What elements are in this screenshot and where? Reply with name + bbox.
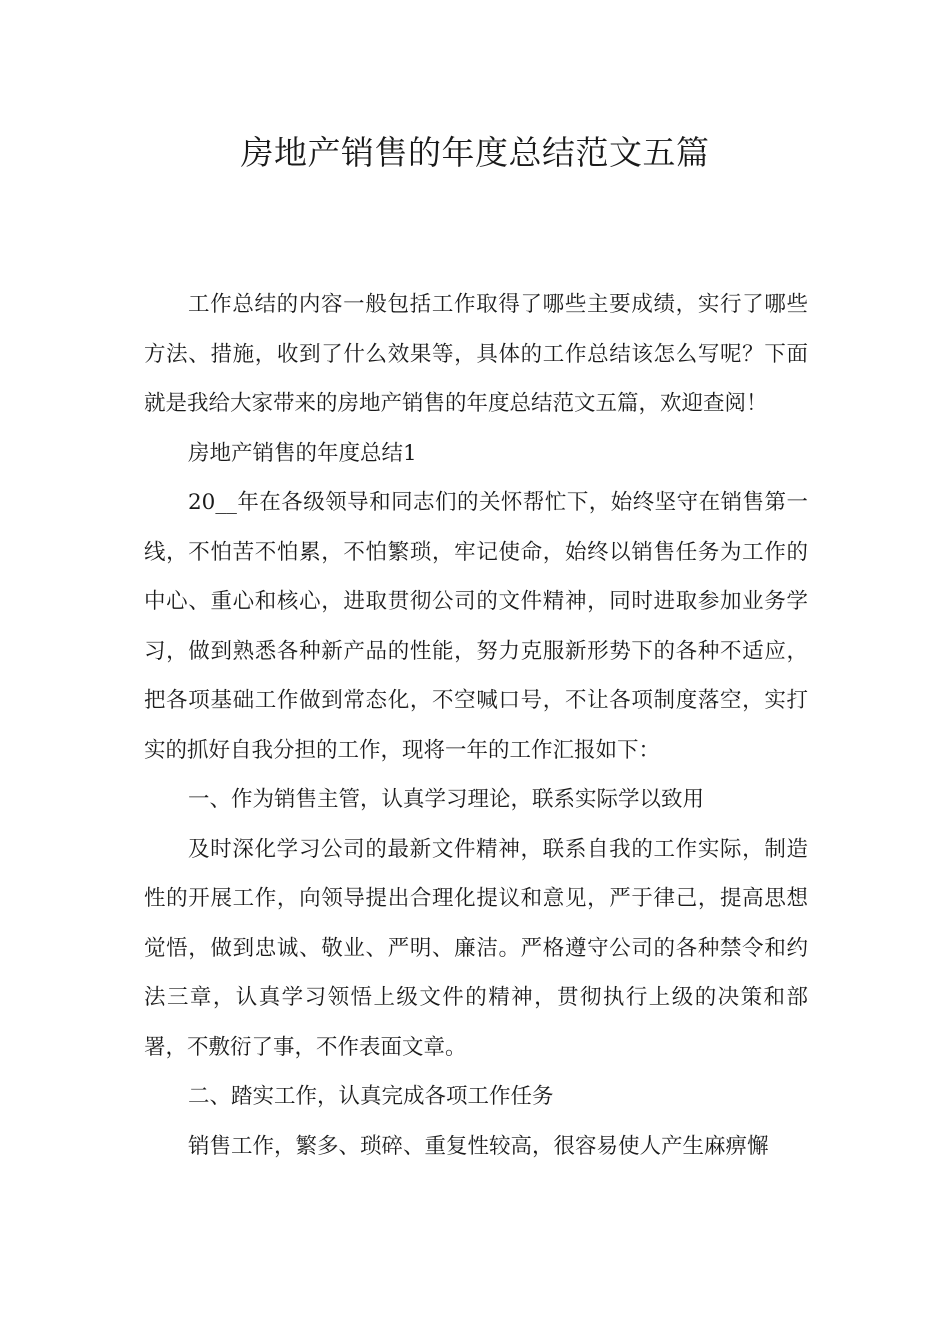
section-heading-summary-1: 房地产销售的年度总结1 (188, 440, 417, 466)
subsection-heading-1: 一、作为销售主管，认真学习理论，联系实际学以致用 (188, 787, 705, 812)
document-body (144, 280, 808, 1171)
body-paragraph: 销售工作，繁多、琐碎、重复性较高，很容易使人产生麻痹懈 (188, 1133, 769, 1159)
body-paragraph: 及时深化学习公司的最新文件精神，联系自我的工作实际，制造性的开展工作，向领导提出合理化提议和意见，严于律己，提高思想觉悟，做到忠诚、敬业、严明、廉洁。严格遵守公司的各种禁令和约法三章，认真学习领悟上级文件的精神，贯彻执行上级的决策和部署，不敷衍了事，不作表面文章。 (144, 836, 808, 1060)
subsection-heading-2: 二、踏实工作，认真完成各项工作任务 (188, 1084, 554, 1109)
intro-paragraph: 工作总结的内容一般包括工作取得了哪些主要成绩，实行了哪些方法、措施，收到了什么效果等，具体的工作总结该怎么写呢？下面就是我给大家带来的房地产销售的年度总结范文五篇，欢迎查阅！ (144, 292, 808, 416)
document-title: 房地产销售的年度总结范文五篇 (240, 133, 710, 172)
body-paragraph: 20__年在各级领导和同志们的关怀帮忙下，始终坚守在销售第一线，不怕苦不怕累，不怕繁琐，牢记使命，始终以销售任务为工作的中心、重心和核心，进取贯彻公司的文件精神，同时进取参加业务学习，做到熟悉各种新产品的性能，努力克服新形势下的各种不适应，把各项基础工作做到常态化，不空喊口号，不让各项制度落空，实打实的抓好自我分担的工作，现将一年的工作汇报如下： (144, 490, 808, 763)
